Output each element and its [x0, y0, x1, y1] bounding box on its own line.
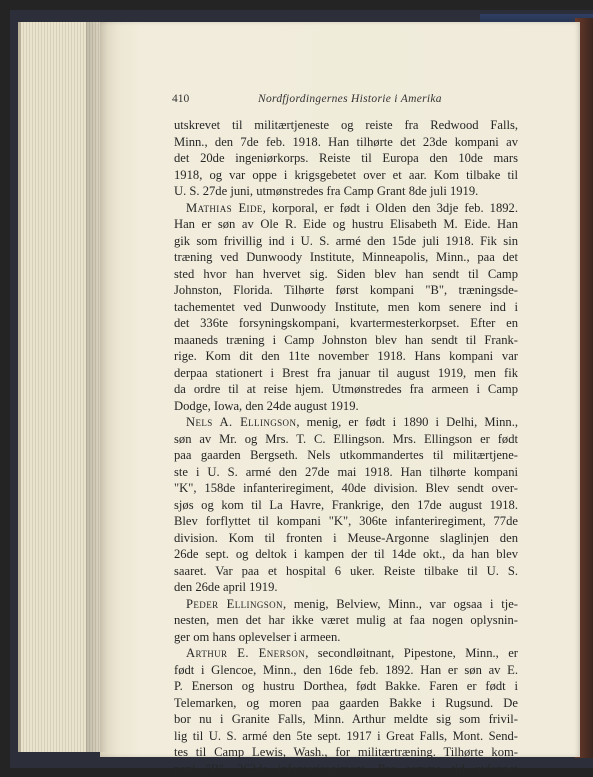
text-line	[174, 282, 518, 299]
line-text: P. Enerson og hustru Dorthea, født Bakke. Faren er født i	[174, 679, 518, 693]
text-line	[174, 431, 518, 448]
line-text: sted hvor han hvervet sig. Siden blev han sendt til Camp	[174, 267, 518, 281]
line-text: paa gaarden Bergseth. Nels utkommandertes til militærtjene-	[174, 448, 518, 462]
text-line	[174, 612, 518, 629]
line-text: saaret. Var paa et hospital 6 uker. Reiste tilbake til U. S.	[174, 564, 518, 578]
person-name: Nels A. Ellingson	[186, 415, 296, 429]
text-line	[174, 249, 518, 266]
line-text: ger om hans oplevelser i armeen.	[174, 630, 340, 644]
body-text	[174, 117, 518, 777]
line-text: født i Glencoe, Minn., den 16de feb. 1892. Han er søn av E.	[174, 663, 518, 677]
text-line	[174, 216, 518, 233]
text-line	[174, 150, 518, 167]
line-text: division. Kom til fronten i Meuse-Argonne slaglinjen den	[174, 531, 518, 545]
line-text: det 336te forsyningskompani, kvartermesterkorpset. Efter en	[174, 316, 518, 330]
text-line	[174, 134, 518, 151]
text-line	[174, 117, 518, 134]
text-line	[174, 563, 518, 580]
line-text: ste i U. S. armé den 27de mai 1918. Han tilhørte kompani	[174, 465, 518, 479]
page-header	[172, 93, 512, 109]
line-text: da ordre til at reise hjem. Utmønstredes fra armeen i Camp	[174, 382, 518, 396]
entry-first-line	[174, 596, 518, 613]
line-text: rige. Kom dit den 11te november 1918. Hans kompani var	[174, 349, 518, 363]
text-line	[174, 497, 518, 514]
line-text: 1918, og var oppe i krigsgebetet over et aar. Kom tilbake til	[174, 168, 518, 182]
line-text: , secondløitnant, Pipestone, Minn., er	[305, 646, 518, 660]
line-text: sjøs og kom til La Havre, Frankrige, den 17de august 1918.	[174, 498, 518, 512]
text-line	[174, 348, 518, 365]
line-text: , menig, er født i 1890 i Delhi, Minn.,	[296, 415, 518, 429]
line-text: derpaa stationert i Brest fra januar til august 1919, men fik	[174, 366, 518, 380]
line-text: 26de sept. og deltok i kampen der til 14de okt., da han blev	[174, 547, 518, 561]
line-text: Telemarken, og moren paa gaarden Bakke i Rugsund. De	[174, 696, 518, 710]
text-line	[174, 728, 518, 745]
text-line	[174, 266, 518, 283]
line-text: nesten, men det har ikke været mulig at faa nogen oplysnin-	[174, 613, 518, 627]
text-line	[174, 662, 518, 679]
entry-first-line	[174, 200, 518, 217]
page-number: 410	[172, 93, 189, 105]
text-line	[174, 167, 518, 184]
text-line	[174, 381, 518, 398]
running-title: Nordfjordingernes Historie i Amerika	[258, 93, 442, 105]
text-line	[174, 744, 518, 761]
text-line	[174, 629, 518, 646]
text-line	[174, 299, 518, 316]
line-text: "K", 158de infanteriregiment, 40de division. Blev sendt over-	[174, 481, 518, 495]
text-line	[174, 447, 518, 464]
line-text: tes til Camp Lewis, Wash., for militærtræning. Tilhørte kom-	[174, 745, 518, 759]
line-text: gik som frivillig ind i U. S. armé den 15de juli 1918. Fik sin	[174, 234, 518, 248]
text-line	[174, 480, 518, 497]
text-line	[174, 464, 518, 481]
line-text: søn av Mr. og Mrs. T. C. Ellingson. Mrs. Ellingson er født	[174, 432, 518, 446]
text-line	[174, 332, 518, 349]
line-text: bor nu i Granite Falls, Minn. Arthur meldte sig som frivil-	[174, 712, 518, 726]
line-text: , korporal, er født i Olden den 3dje feb. 1892.	[263, 201, 518, 215]
line-text: pani "B", 362de infanteriregiment. Paa samme tid utdannet	[174, 762, 518, 776]
line-text: , menig, Belview, Minn., var ogsaa i tje-	[283, 597, 518, 611]
text-line	[174, 183, 518, 200]
line-text: det 20de ingeniørkorps. Reiste til Europa den 10de mars	[174, 151, 518, 165]
person-name: Arthur E. Enerson	[186, 646, 305, 660]
line-text: træning ved Dunwoody Institute, Minneapolis, Minn., paa det	[174, 250, 518, 264]
text-line	[174, 365, 518, 382]
line-text: Minn., den 7de feb. 1918. Han tilhørte det 23de kompani av	[174, 135, 518, 149]
text-line	[174, 513, 518, 530]
text-line	[174, 761, 518, 777]
line-text: Dodge, Iowa, den 24de august 1919.	[174, 399, 359, 413]
text-line	[174, 233, 518, 250]
text-line	[174, 546, 518, 563]
line-text: U. S. 27de juni, utmønstredes fra Camp Grant 8de juli 1919.	[174, 184, 478, 198]
person-name: Mathias Eide	[186, 201, 263, 215]
line-text: Han er søn av Ole R. Eide og hustru Elisabeth M. Eide. Han	[174, 217, 518, 231]
text-line	[174, 678, 518, 695]
text-line	[174, 398, 518, 415]
gutter-shadow	[86, 22, 108, 752]
line-text: den 26de april 1919.	[174, 580, 278, 594]
person-name: Peder Ellingson	[186, 597, 283, 611]
text-line	[174, 579, 518, 596]
line-text: lig til U. S. armé den 5te sept. 1917 i Great Falls, Mont. Send-	[174, 729, 518, 743]
text-line	[174, 315, 518, 332]
text-line	[174, 711, 518, 728]
line-text: utskrevet til militærtjeneste og reiste fra Redwood Falls,	[174, 118, 518, 132]
entry-first-line	[174, 414, 518, 431]
text-line	[174, 530, 518, 547]
line-text: Johnston, Florida. Tilhørte først kompani "B", træningsde-	[174, 283, 518, 297]
entry-first-line	[174, 645, 518, 662]
line-text: Blev forflyttet til kompani "K", 306te infanteriregiment, 77de	[174, 514, 518, 528]
line-text: maaneds træning i Camp Johnston blev han sendt til Frank-	[174, 333, 518, 347]
text-line	[174, 695, 518, 712]
line-text: tachementet ved Dunwoody Institute, men kom senere ind i	[174, 300, 518, 314]
